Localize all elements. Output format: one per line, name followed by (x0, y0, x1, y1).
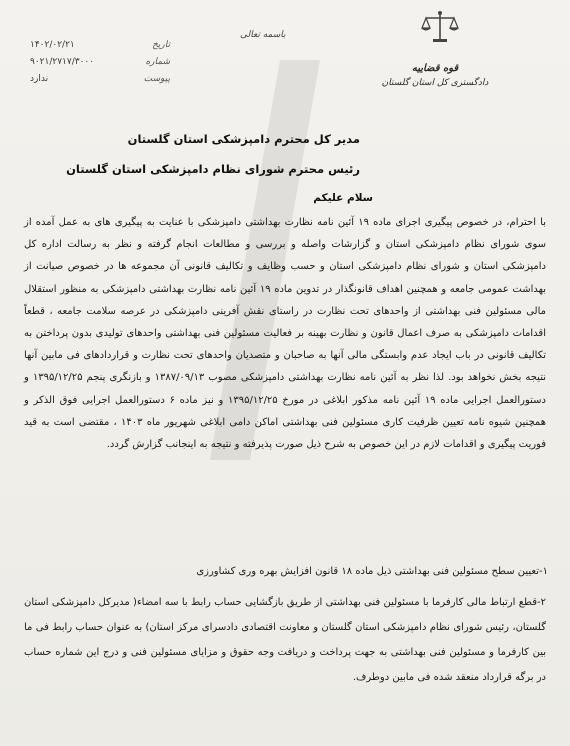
judiciary-emblem-icon (420, 10, 460, 44)
body-paragraph: با احترام، در خصوص پیگیری اجرای ماده ۱۹ آئین نامه نظارت بهداشتی دامپزشکی با عنایت به پیگیری های به عمل آمده از سوی شورای نظام دامپزشکی استان و گزارشات واصله و بررسی و مطالعات انجام گرفته و نظر به رسالت اداره کل دامپزشکی استان و شورای نظام دامپزشکی استان و حسب وظایف و تکالیف قانونی آن مجموعه ها در خصوص صیانت از بهداشت عمومی جامعه و همچنین اهداف قانونگذار در تدوین ماده ۱۹ آئین نامه نظارت بهداشتی دامپزشکی به منظور استقلال مالی مسئولین فنی بهداشتی از واحدهای تحت نظارت در راستای نقش آفرینی دامپزشکی در عرصه سلامت جامعه ، قطعاً اقدامات دامپزشکی به صرف اعمال قانون و نظارت بهینه بر فعالیت مسئولین فنی بهداشتی واحدهای تولیدی بدون پرداختن به تکالیف قانونی در باب ایجاد عدم وابستگی مالی آنها به صاحبان و متصدیان واحدهای تحت نظارت و قراردادهای فی مابین آنها نتیجه بخش نخواهد بود. لذا نظر به آئین نامه نظارت بهداشتی دامپزشکی مصوب ۱۳۸۷/۰۹/۱۳ و بازنگری پنجم ۱۳۹۵/۱۲/۲۵ و دستورالعمل اجرایی ماده ۱۹ آئین نامه مذکور ابلاغی در مورخ ۱۳۹۵/۱۲/۲۵ و نیز ماده ۶ دستورالعمل اجرایی فوق الذکر و همچنین شیوه نامه تعیین ظرفیت کاری مسئولین فنی بهداشتی اماکن دامی ابلاغی شهریور ماه ۱۴۰۳ ، مقتضی است به قید فوریت پیگیری و اقدامات لازم در این خصوص به شرح ذیل صورت پذیرفته و نتیجه به اینجانب گزارش گردد. (24, 217, 546, 451)
list-item-2: ۲-قطع ارتباط مالی کارفرما با مسئولین فنی بهداشتی از طریق بازگشایی حساب رابط با سه امضاء( مدیرکل دامپزشکی استان گلستان، رئیس شورای نظام دامپزشکی استان گلستان و معاونت اقتصادی دادسرای مرکز استان) به عنوان حساب رابط فی ما بین کارفرما و مسئولین فنی بهداشتی به جهت پرداخت و دریافت وجه حقوق و مزایای مسئولین فنی و درج این شماره حساب در برگه قرارداد منعقد شده فی مابین دوطرف. (24, 597, 546, 683)
meta-date-value: ۱۴۰۲/۰۲/۲۱ (30, 39, 75, 50)
meta-number-value: ۹۰۲۱/۲۷۱۷/۳۰۰۰ (30, 56, 95, 67)
meta-attachment-value: ندارد (30, 73, 49, 84)
basmala: باسمه تعالی (240, 30, 286, 40)
list-item-1: ۱-تعیین سطح مسئولین فنی بهداشتی ذیل ماده ۱۸ قانون افزایش بهره وری کشاورزی (196, 566, 548, 577)
recipient-line-1: مدیر کل محترم دامپزشکی استان گلستان (127, 132, 360, 146)
recipient-line-2: رئیس محترم شورای نظام دامپزشکی استان گلستان (66, 162, 360, 176)
meta-row-attachment (30, 70, 170, 87)
issuing-organization (360, 62, 510, 90)
meta-row-date (30, 36, 170, 53)
letter-meta (30, 36, 170, 87)
meta-number-label: شماره (145, 56, 170, 67)
org-line-1: قوه قضاییه (411, 63, 459, 74)
org-line-2: دادگستری کل استان گلستان (381, 78, 489, 88)
meta-attachment-label: پیوست (143, 73, 170, 84)
greeting: سلام علیکم (313, 192, 373, 204)
meta-date-label: تاریخ (152, 39, 170, 50)
meta-row-number (30, 53, 170, 70)
